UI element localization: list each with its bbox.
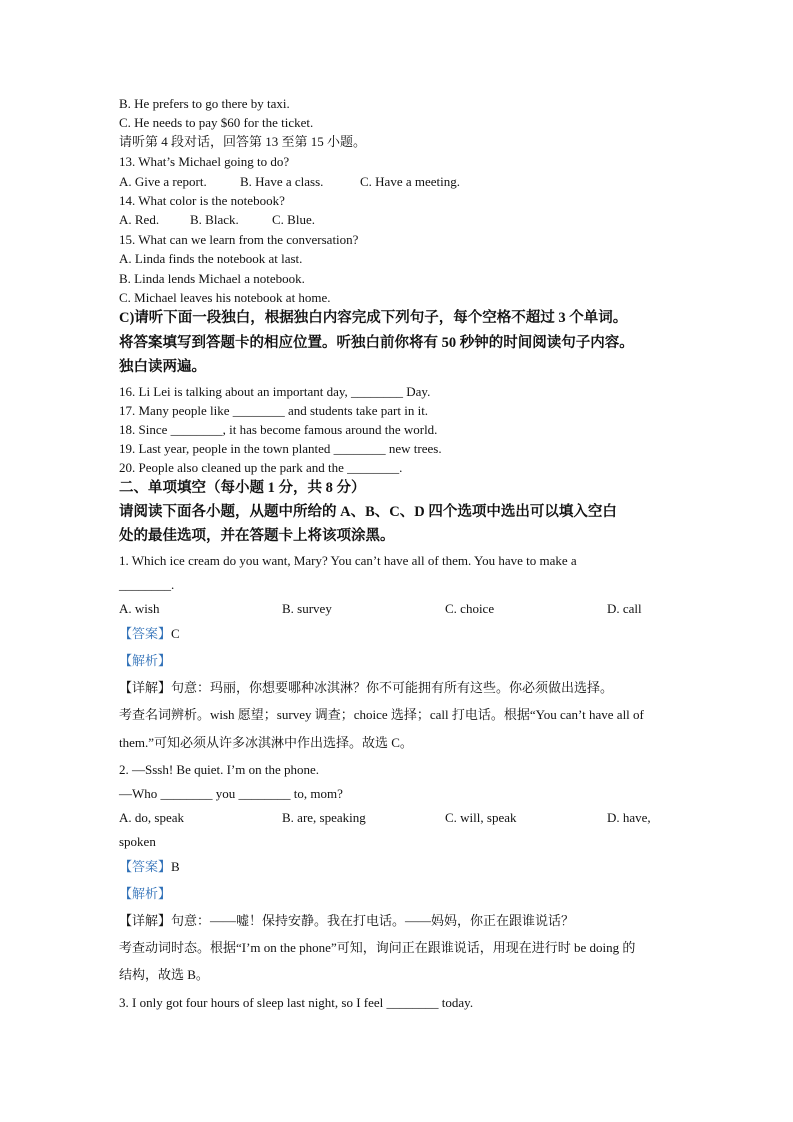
answer-tag: 【答案】: [119, 626, 172, 641]
mc-question-1-blank: ________.: [119, 577, 175, 592]
mc-question-2-line2: —Who ________ you ________ to, mom?: [119, 786, 343, 801]
answer-tag: 【答案】: [119, 859, 172, 874]
answer-value: C: [171, 626, 180, 641]
option-line: A. Red.: [119, 212, 160, 227]
translation: 句意：玛丽，你想要哪种冰淇淋？你不可能拥有所有这些。你必须做出选择。: [171, 680, 614, 695]
mc-question-1: 1. Which ice cream do you want, Mary? You can’t have all of them. You have to make a: [119, 553, 577, 568]
option-a: A. do, speak: [119, 810, 184, 825]
explanation: them.”可知必须从许多冰淇淋中作出选择。故选 C。: [119, 735, 413, 750]
option-d: D. call: [607, 601, 642, 616]
question-16: 16. Li Lei is talking about an important day, ________ Day.: [119, 384, 431, 399]
question-20: 20. People also cleaned up the park and the ________.: [119, 460, 403, 475]
question-14: 14. What color is the notebook?: [119, 193, 285, 208]
section-c-heading: 独白读两遍。: [119, 359, 206, 375]
option-c: C. choice: [445, 601, 495, 616]
option-b: B. are, speaking: [282, 810, 366, 825]
detail-tag: 【详解】: [119, 680, 172, 695]
option-line: A. Linda finds the notebook at last.: [119, 251, 303, 266]
option-line: B. He prefers to go there by taxi.: [119, 96, 290, 111]
option-d: D. have,: [607, 810, 651, 825]
mc-question-3: 3. I only got four hours of sleep last night, so I feel ________ today.: [119, 995, 474, 1010]
section-c-heading: C)请听下面一段独白，根据独白内容完成下列句子，每个空格不超过 3 个单词。: [119, 310, 628, 326]
answer-line: [119, 626, 180, 642]
option-line: A. Give a report.: [119, 174, 207, 189]
option-line: C. Blue.: [272, 212, 315, 227]
option-line: C. He needs to pay $60 for the ticket.: [119, 115, 314, 130]
analysis-tag: 【解析】: [119, 653, 172, 668]
section-c-heading: 将答案填写到答题卡的相应位置。听独白前你将有 50 秒钟的时间阅读句子内容。: [119, 335, 634, 351]
question-17: 17. Many people like ________ and students take part in it.: [119, 403, 429, 418]
detail-tag: 【详解】: [119, 913, 172, 928]
mc-question-2: 2. —Sssh! Be quiet. I’m on the phone.: [119, 762, 320, 777]
answer-value: B: [171, 859, 180, 874]
question-13: 13. What’s Michael going to do?: [119, 154, 290, 169]
question-19: 19. Last year, people in the town planted ________ new trees.: [119, 441, 442, 456]
explanation: 考查名词辨析。wish 愿望；survey 调查；choice 选择；call 打电话。根据“You can’t have all of: [119, 707, 644, 722]
analysis-tag: 【解析】: [119, 886, 172, 901]
explanation: 考查动词时态。根据“I’m on the phone”可知，询问正在跟谁说话，用现在进行时 be doing 的: [119, 940, 636, 955]
detail-line: [119, 913, 574, 929]
option-line: C. Michael leaves his notebook at home.: [119, 290, 331, 305]
part-two-heading: 二、单项填空（每小题 1 分，共 8 分）: [119, 480, 366, 496]
question-18: 18. Since ________, it has become famous around the world.: [119, 422, 438, 437]
option-a: A. wish: [119, 601, 160, 616]
part-two-instruction: 请阅读下面各小题，从题中所给的 A、B、C、D 四个选项中选出可以填入空白: [119, 504, 617, 520]
detail-line: [119, 680, 613, 696]
option-b: B. survey: [282, 601, 332, 616]
part-two-instruction: 处的最佳选项，并在答题卡上将该项涂黑。: [119, 528, 395, 544]
option-line: B. Linda lends Michael a notebook.: [119, 271, 305, 286]
option-c: C. will, speak: [445, 810, 517, 825]
question-15: 15. What can we learn from the conversation?: [119, 232, 359, 247]
option-line: B. Have a class.: [240, 174, 324, 189]
answer-line: [119, 859, 180, 875]
explanation: 结构，故选 B。: [119, 967, 209, 982]
option-line: C. Have a meeting.: [360, 174, 460, 189]
option-line: B. Black.: [190, 212, 239, 227]
translation: 句意：——嘘！保持安静。我在打电话。——妈妈，你正在跟谁说话？: [171, 913, 575, 928]
dialogue-instruction: 请听第 4 段对话，回答第 13 至第 15 小题。: [119, 134, 367, 149]
option-d-continued: spoken: [119, 834, 156, 849]
